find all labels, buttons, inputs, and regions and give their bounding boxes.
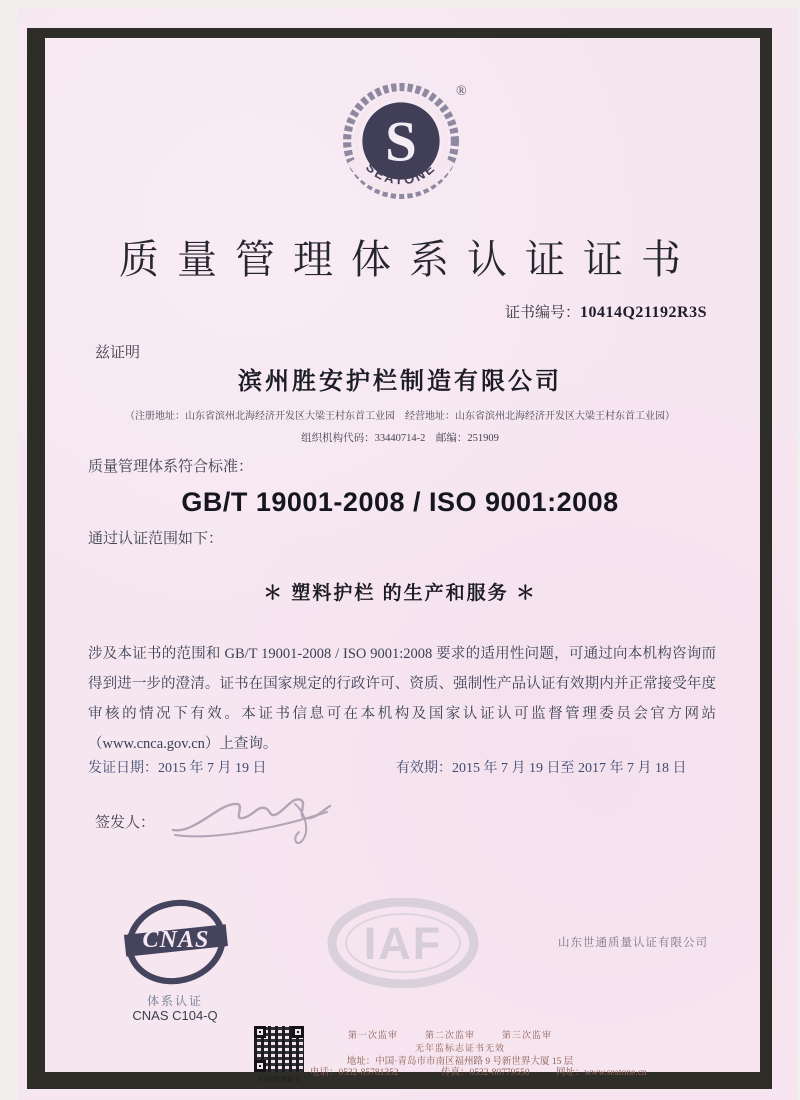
qr-finder-pattern	[254, 1060, 266, 1072]
cnas-logo-icon	[122, 894, 230, 990]
signer-label: 签发人：	[95, 815, 156, 831]
org-code-line: 组织机构代码：33440714-2 邮编：251909	[301, 433, 499, 444]
footer-website: 网址：www.seatone.cn	[556, 1068, 647, 1078]
certification-scope: ＊ 塑料护栏 的生产和服务 ＊	[263, 583, 537, 604]
cnas-caption-system-cert: 体系认证	[146, 994, 203, 1008]
certificate-number-label: 证书编号：	[504, 305, 580, 321]
issue-date-line	[88, 757, 267, 777]
qr-caption: 扫码查询证书	[259, 1075, 301, 1083]
cnas-accreditation-code: CNAS C104-Q	[132, 1008, 218, 1023]
issuing-body-name: 山东世通质量认证有限公司	[558, 937, 708, 949]
certificate-title: 质量管理体系认证证书	[119, 237, 699, 282]
logo-letter: S	[385, 110, 417, 174]
company-name: 滨州胜安护栏制造有限公司	[238, 368, 562, 395]
certify-intro-label: 兹证明	[95, 345, 141, 361]
certificate-number-line	[407, 301, 707, 322]
validity-value: 2015 年 7 月 19 日至 2017 年 7 月 18 日	[452, 761, 687, 776]
footer-audit-2: 第二次监审	[425, 1030, 476, 1040]
issue-date-value: 2015 年 7 月 19 日	[158, 761, 267, 776]
footer-audit-3: 第三次监审	[502, 1030, 553, 1040]
cnas-logo-text: CNAS	[142, 927, 210, 954]
iaf-logo-icon	[327, 898, 480, 988]
qr-finder-pattern	[254, 1026, 266, 1038]
seatone-logo	[340, 80, 462, 202]
validity-label: 有效期：	[396, 761, 452, 776]
seatone-emblem-icon	[340, 80, 462, 202]
footer-notice: 无年监标志证书无效	[414, 1043, 505, 1053]
handwritten-signature	[165, 782, 340, 850]
footer-fax: 传真：0532-80779550	[441, 1068, 530, 1078]
company-addresses: （注册地址：山东省滨州北海经济开发区大梁王村东首工业园 经营地址：山东省滨州北海经济开发区大梁王村东首工业园）	[125, 411, 675, 422]
certificate-number-value: 10414Q21192R3S	[579, 304, 707, 321]
registered-trademark-icon: ®	[456, 84, 467, 99]
iaf-logo-text: IAF	[363, 918, 443, 969]
standard-intro-label: 质量管理体系符合标准：	[88, 459, 254, 475]
scope-intro-label: 通过认证范围如下：	[88, 531, 224, 547]
footer-audit-1: 第一次监审	[348, 1030, 399, 1040]
standard-value: GB/T 19001-2008 / ISO 9001:2008	[181, 487, 619, 517]
footer-phone: 电话：0532-85781352	[310, 1068, 399, 1078]
footer-address: 地址：中国·青岛市市南区福州路 9 号新世界大厦 15 层	[346, 1057, 574, 1067]
validity-line	[396, 757, 687, 777]
issue-date-label: 发证日期：	[88, 761, 158, 776]
qr-finder-pattern	[292, 1026, 304, 1038]
logo-brand-text: SEATONE	[363, 159, 439, 188]
legal-paragraph: 涉及本证书的范围和 GB/T 19001-2008 / ISO 9001:2008 要求的适用性问题，可通过向本机构咨询而得到进一步的澄清。证书在国家规定的行政许可、资质、强制性产品认证有效期内并正常接受年度审核的情况下有效。本证书信息可在本机构及国家认证认可监督管理委员会官方网站（www.cnca.gov.cn）上查询。	[88, 646, 716, 752]
